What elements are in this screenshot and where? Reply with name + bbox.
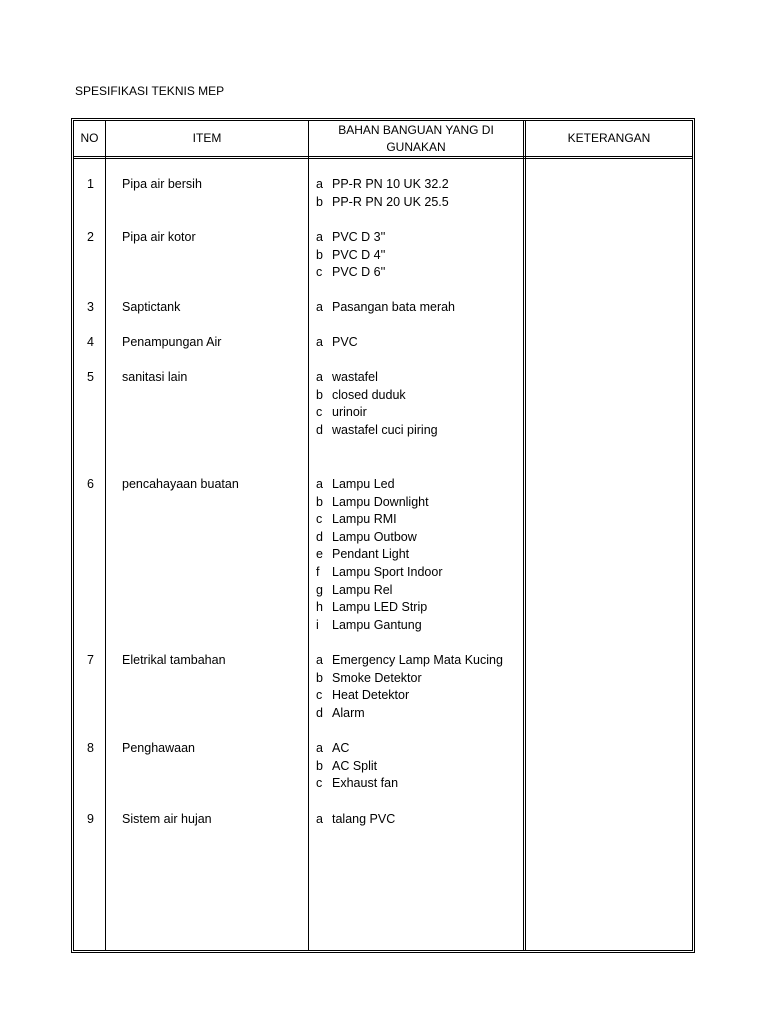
material-list xyxy=(316,176,449,211)
material-text: AC Split xyxy=(332,758,378,773)
material-list xyxy=(316,334,358,352)
material-list xyxy=(316,811,395,829)
material-letter: b xyxy=(316,670,323,685)
document-title: SPESIFIKASI TEKNIS MEP xyxy=(75,84,225,98)
material-list xyxy=(316,476,443,634)
material-item xyxy=(316,494,443,512)
material-letter: g xyxy=(316,582,323,597)
material-item xyxy=(316,176,449,194)
row-item: sanitasi lain xyxy=(122,370,188,384)
material-item xyxy=(316,740,398,758)
material-text: wastafel xyxy=(332,370,378,384)
header-item: ITEM xyxy=(192,131,222,145)
material-item xyxy=(316,404,438,422)
material-item xyxy=(316,229,385,247)
material-letter: a xyxy=(316,230,323,244)
material-item xyxy=(316,599,443,617)
material-letter: a xyxy=(316,477,323,491)
material-letter: c xyxy=(316,265,323,280)
material-item xyxy=(316,194,449,212)
row-item: Pipa air kotor xyxy=(122,230,196,244)
material-text: closed duduk xyxy=(332,387,406,402)
material-item xyxy=(316,811,395,829)
material-text: Pasangan bata merah xyxy=(332,300,456,314)
material-item xyxy=(316,758,398,776)
spec-table xyxy=(71,118,695,953)
row-number: 9 xyxy=(87,812,94,826)
material-text: urinoir xyxy=(332,405,367,420)
material-item xyxy=(316,687,503,705)
material-item xyxy=(316,775,398,793)
material-letter: a xyxy=(316,335,323,349)
material-letter: i xyxy=(316,617,319,632)
material-text: Lampu LED Strip xyxy=(332,600,428,615)
material-list xyxy=(316,299,455,317)
material-item xyxy=(316,617,443,635)
material-text: Pendant Light xyxy=(332,547,410,562)
col-divider-item xyxy=(308,121,309,950)
material-item xyxy=(316,247,385,265)
material-letter: b xyxy=(316,247,323,262)
material-list xyxy=(316,369,438,439)
material-letter: c xyxy=(316,405,323,420)
col-divider-bahan xyxy=(523,121,526,950)
material-item xyxy=(316,264,385,282)
row-item: Sistem air hujan xyxy=(122,812,212,826)
material-text: Alarm xyxy=(332,705,365,720)
material-text: Lampu Rel xyxy=(332,582,393,597)
row-item: Eletrikal tambahan xyxy=(122,653,226,667)
material-letter: e xyxy=(316,547,323,562)
material-letter: b xyxy=(316,494,323,509)
material-list xyxy=(316,740,398,793)
row-number: 2 xyxy=(87,230,94,244)
material-text: PVC D 6'' xyxy=(332,265,386,280)
row-number: 4 xyxy=(87,335,94,349)
material-item xyxy=(316,582,443,600)
row-item: Penghawaan xyxy=(122,741,195,755)
material-letter: d xyxy=(316,422,323,437)
row-item: Saptictank xyxy=(122,300,181,314)
material-item xyxy=(316,387,438,405)
material-letter: a xyxy=(316,812,323,826)
row-number: 1 xyxy=(87,177,94,191)
material-text: PVC D 3'' xyxy=(332,230,386,244)
header-no: NO xyxy=(80,131,99,145)
material-text: Lampu RMI xyxy=(332,512,397,527)
material-list xyxy=(316,229,385,282)
row-number: 3 xyxy=(87,300,94,314)
material-text: Emergency Lamp Mata Kucing xyxy=(332,653,503,667)
material-item xyxy=(316,705,503,723)
header-divider xyxy=(74,156,692,159)
row-number: 8 xyxy=(87,741,94,755)
material-item xyxy=(316,652,503,670)
material-letter: h xyxy=(316,600,323,615)
material-item xyxy=(316,369,438,387)
material-letter: a xyxy=(316,653,323,667)
material-text: PVC D 4'' xyxy=(332,247,386,262)
material-item xyxy=(316,334,358,352)
row-item: pencahayaan buatan xyxy=(122,477,239,491)
material-text: wastafel cuci piring xyxy=(332,422,438,437)
material-letter: a xyxy=(316,741,323,755)
row-number: 5 xyxy=(87,370,94,384)
material-list xyxy=(316,652,503,722)
material-text: PP-R PN 10 UK 32.2 xyxy=(332,177,449,191)
material-letter: d xyxy=(316,705,323,720)
material-text: Lampu Downlight xyxy=(332,494,429,509)
material-text: PP-R PN 20 UK 25.5 xyxy=(332,194,449,209)
material-text: Lampu Sport Indoor xyxy=(332,564,443,579)
material-item xyxy=(316,299,455,317)
material-letter: a xyxy=(316,370,323,384)
row-number: 7 xyxy=(87,653,94,667)
material-letter: c xyxy=(316,776,323,791)
row-number: 6 xyxy=(87,477,94,491)
material-item xyxy=(316,546,443,564)
material-letter: c xyxy=(316,512,323,527)
material-item xyxy=(316,511,443,529)
material-text: AC xyxy=(332,741,350,755)
material-letter: b xyxy=(316,194,323,209)
material-text: Lampu Led xyxy=(332,477,395,491)
material-text: PVC xyxy=(332,335,358,349)
header-bahan: BAHAN BANGUAN YANG DI GUNAKAN xyxy=(338,122,494,154)
material-item xyxy=(316,529,443,547)
material-text: talang PVC xyxy=(332,812,396,826)
material-letter: d xyxy=(316,529,323,544)
material-letter: c xyxy=(316,688,323,703)
material-item xyxy=(316,476,443,494)
material-text: Lampu Outbow xyxy=(332,529,417,544)
material-letter: b xyxy=(316,758,323,773)
row-item: Penampungan Air xyxy=(122,335,222,349)
header-keterangan: KETERANGAN xyxy=(567,131,651,145)
material-letter: a xyxy=(316,300,323,314)
material-text: Heat Detektor xyxy=(332,688,410,703)
material-text: Lampu Gantung xyxy=(332,617,422,632)
material-letter: b xyxy=(316,387,323,402)
material-item xyxy=(316,670,503,688)
material-text: Exhaust fan xyxy=(332,776,399,791)
material-letter: a xyxy=(316,177,323,191)
material-item xyxy=(316,422,438,440)
material-text: Smoke Detektor xyxy=(332,670,422,685)
material-letter: f xyxy=(316,564,320,579)
row-item: Pipa air bersih xyxy=(122,177,202,191)
material-item xyxy=(316,564,443,582)
